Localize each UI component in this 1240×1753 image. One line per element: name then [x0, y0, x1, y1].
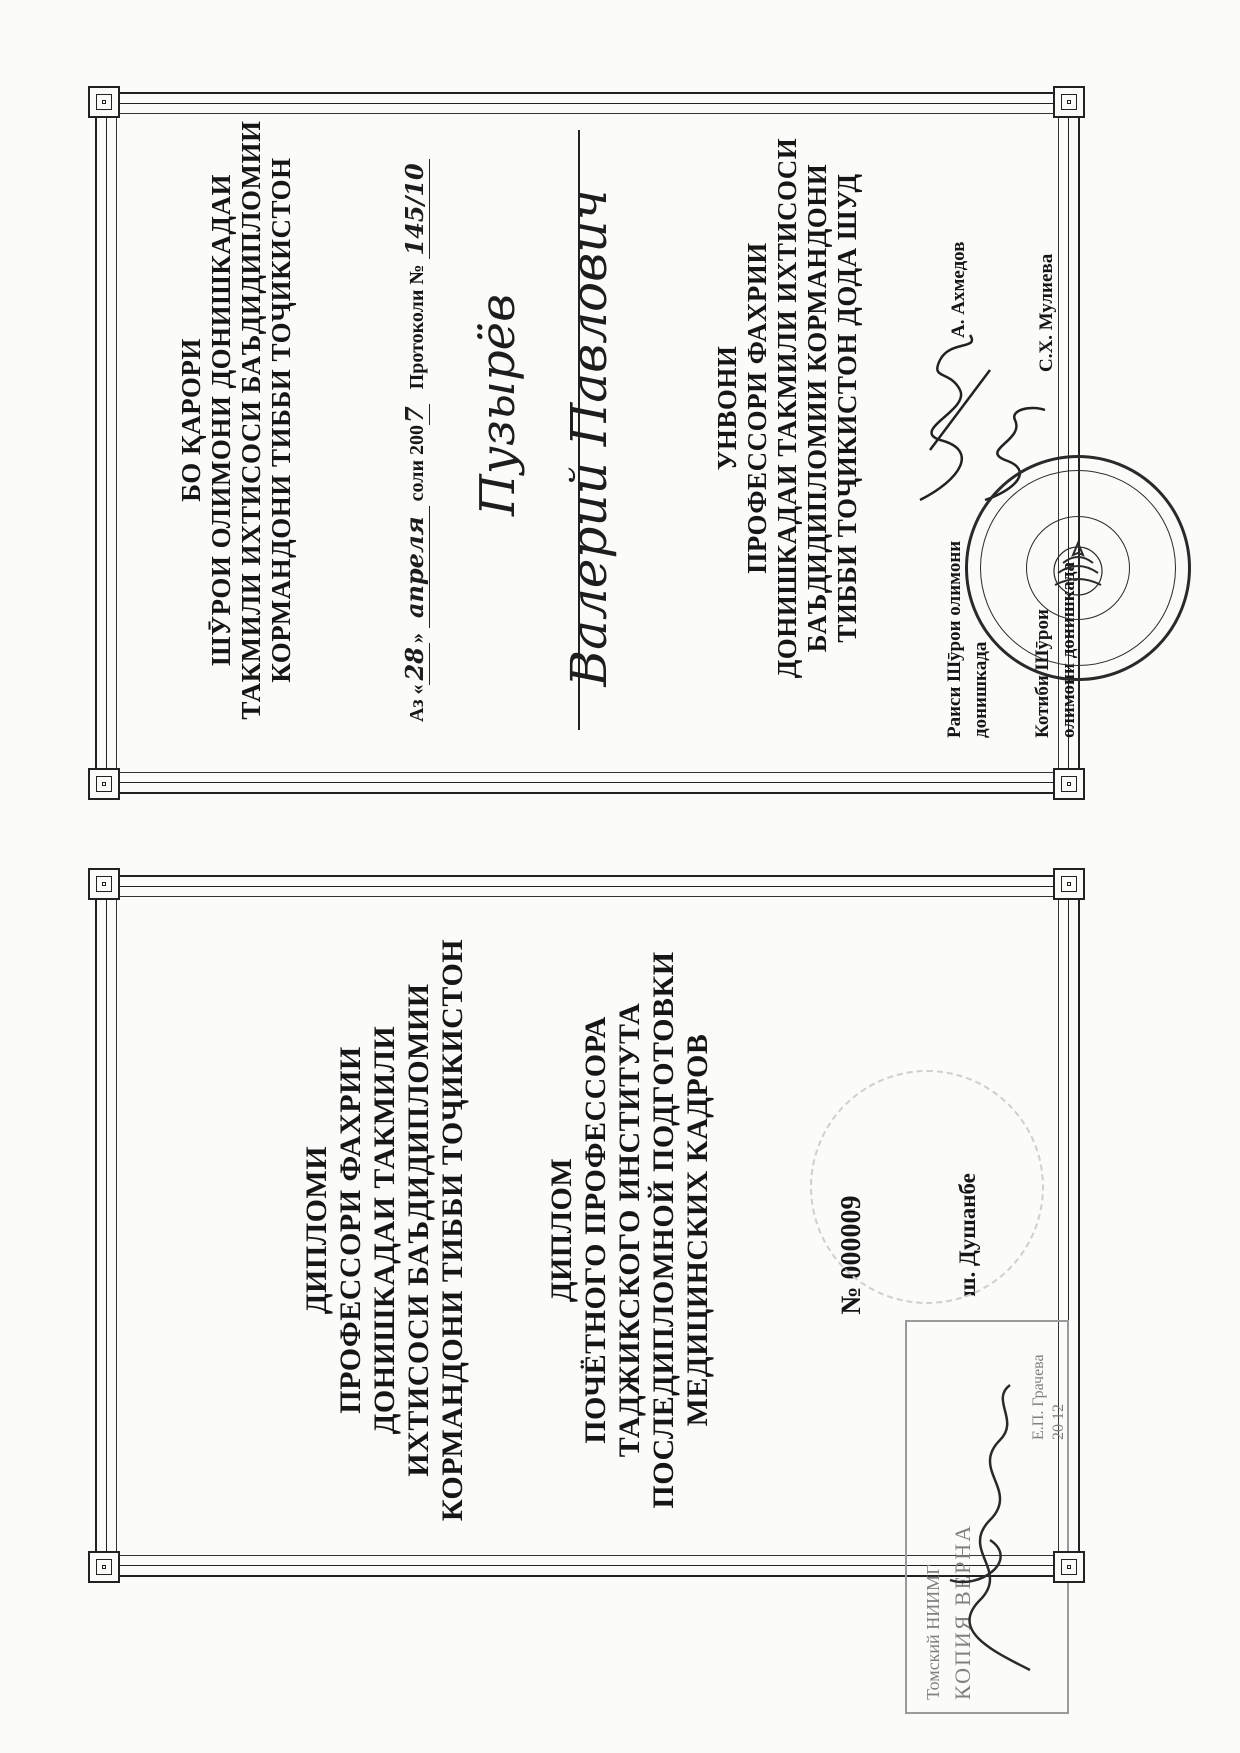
award-line: ДОНИШКАДАИ ТАКМИЛИ ИХТИСОСИ: [772, 137, 802, 679]
handwritten-protocol-number: 145/10: [400, 159, 430, 259]
russian-title-line: ПОЧЁТНОГО ПРОФЕССОРА: [579, 1016, 612, 1444]
secretary-signature-label: Котиби Шӯрои олимони донишкада: [1032, 561, 1079, 738]
decision-title: [176, 100, 296, 740]
award-line: ПРОФЕССОРИ ФАХРИИ: [742, 242, 772, 574]
tajik-title-line: ДИПЛОМИ: [300, 1145, 333, 1315]
title-line: ШӮРОИ ОЛИМОНИ ДОНИШКАДАИ: [206, 174, 236, 666]
frame-corner-ornament: [88, 86, 120, 118]
frame-corner-ornament: [88, 1551, 120, 1583]
handwritten-year-digit: 7: [400, 406, 429, 424]
title-line: ТАКМИЛИ ИХТИСОСИ БАЪДИДИПЛОМИИ: [236, 120, 266, 720]
tajik-title-line: ДОНИШКАДАИ ТАКМИЛИ: [368, 1025, 401, 1435]
tajik-title-line: ИХТИСОСИ БАЪДИДИПЛОМИИ: [402, 983, 435, 1477]
recipient-given-names: Валерий Павлович: [560, 189, 618, 687]
frame-corner-ornament: [1053, 868, 1085, 900]
frame-corner-ornament: [1053, 86, 1085, 118]
award-line: БАЪДИДИПЛОМИИ КОРМАНДОНИ: [802, 163, 832, 653]
recipient-surname: Пузырёв: [470, 293, 526, 517]
date-protocol-line: Аз «28» апреля соли 2007 Протоколи № 145/10: [400, 82, 430, 722]
russian-title-line: ТАДЖИКСКОГО ИНСТИТУТА: [613, 1002, 646, 1458]
copy-stamp-name: Е.П. Грачева: [1030, 1354, 1047, 1440]
title-line: БО ҚАРОРИ: [176, 338, 206, 502]
handwritten-day: 28: [400, 643, 430, 684]
diploma-city: ш. Душанбе: [955, 1173, 980, 1297]
russian-title-line: ДИПЛОМ: [545, 1157, 578, 1303]
faint-seal: [810, 1070, 1044, 1304]
tajik-title-line: ПРОФЕССОРИ ФАХРИИ: [334, 1046, 367, 1414]
russian-title-line: МЕДИЦИНСКИХ КАДРОВ: [681, 1033, 714, 1427]
certifier-signature: [930, 1380, 1050, 1680]
copy-stamp-date: 20 12: [1050, 1404, 1067, 1440]
diploma-number: № 000009: [836, 1195, 867, 1315]
award-line: ТИББИ ТОҶИКИСТОН ДОДА ШУД: [832, 173, 862, 643]
award-line: УНВОНИ: [712, 345, 742, 471]
russian-title-line: ПОСЛЕДИПЛОМНОЙ ПОДГОТОВКИ: [647, 951, 680, 1509]
handwritten-month: апреля: [400, 506, 430, 628]
tajik-title-line: КОРМАНДОНИ ТИББИ ТОҶИКИСТОН: [436, 938, 469, 1522]
frame-corner-ornament: [88, 768, 120, 800]
diploma-title-russian: [545, 920, 715, 1540]
coat-of-arms-icon: [1043, 533, 1113, 603]
award-text: [712, 108, 862, 708]
institute-seal: [965, 455, 1191, 681]
chair-signature-label: Раиси Шӯрои олимони донишкада: [944, 540, 991, 738]
frame-corner-ornament: [1053, 1551, 1085, 1583]
copy-stamp-text: Томский НИИМГ КОПИЯ ВЕРНА: [923, 1523, 975, 1700]
frame-corner-ornament: [88, 868, 120, 900]
frame-corner-ornament: [1053, 768, 1085, 800]
chair-name: А. Ахмедов: [948, 241, 969, 338]
title-line: КОРМАНДОНИ ТИББИ ТОҶИКИСТОН: [266, 157, 296, 683]
diploma-title-tajik: [300, 920, 470, 1540]
secretary-name: С.Х. Мулиева: [1036, 253, 1057, 372]
